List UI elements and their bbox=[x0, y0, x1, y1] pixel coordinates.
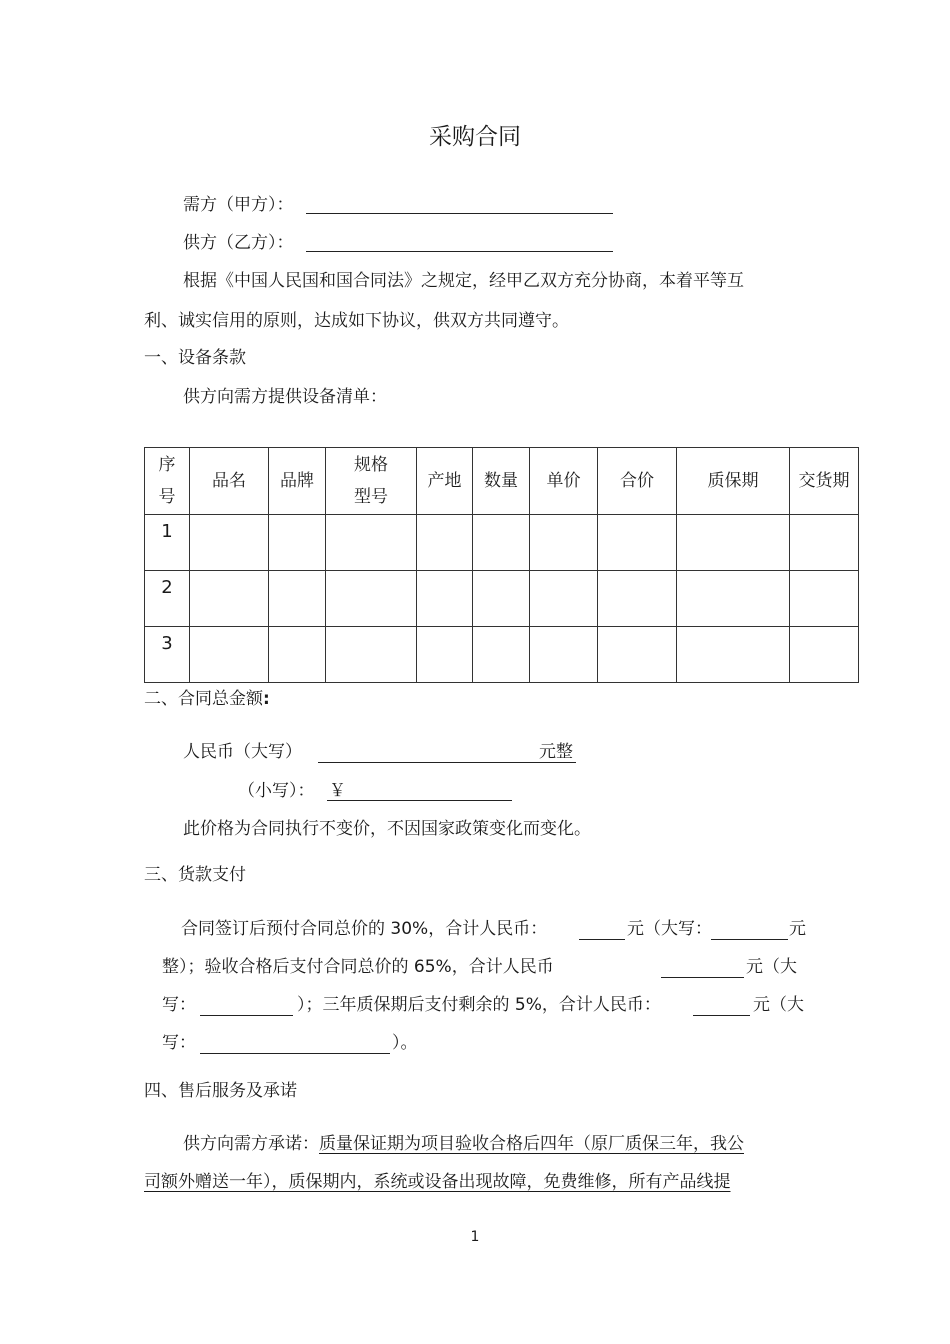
table-cell bbox=[598, 571, 677, 627]
header-index: 序 号 bbox=[145, 448, 190, 515]
payment-line-2a: 整）；验收合格后支付合同总价的 65%，合计人民币 bbox=[162, 957, 554, 977]
table-cell bbox=[473, 627, 530, 683]
payment-line-4b: ）。 bbox=[392, 1033, 418, 1053]
table-cell bbox=[677, 515, 790, 571]
equipment-table bbox=[144, 447, 859, 683]
buyer-blank bbox=[306, 213, 613, 214]
table-cell bbox=[790, 515, 859, 571]
payment-blank-2 bbox=[711, 939, 788, 940]
header-model: 规格 型号 bbox=[326, 448, 417, 515]
section-1-intro: 供方向需方提供设备清单： bbox=[183, 387, 387, 407]
table-cell bbox=[269, 515, 326, 571]
payment-line-3b: ）；三年质保期后支付剩余的 5%，合计人民币： bbox=[297, 995, 661, 1015]
rmb-lower-label: （小写）： bbox=[238, 781, 315, 801]
header-total-price: 合价 bbox=[598, 448, 677, 515]
row-number: 1 bbox=[145, 515, 190, 571]
service-line-1: 供方向需方承诺：质量保证期为项目验收合格后四年（原厂质保三年，我公 bbox=[183, 1134, 744, 1154]
payment-line-1b: 元（大写： bbox=[627, 919, 712, 939]
table-cell bbox=[417, 515, 473, 571]
table-row bbox=[145, 571, 859, 627]
table-cell bbox=[677, 571, 790, 627]
table-cell bbox=[190, 627, 269, 683]
table-cell bbox=[190, 515, 269, 571]
service-line-2: 司额外赠送一年），质保期内，系统或设备出现故障，免费维修，所有产品线提 bbox=[144, 1172, 731, 1192]
buyer-label: 需方（甲方）： bbox=[183, 195, 294, 215]
table-cell bbox=[530, 627, 598, 683]
table-cell bbox=[269, 571, 326, 627]
rmb-upper-suffix: 元整 bbox=[539, 742, 573, 762]
price-note: 此价格为合同执行不变价，不因国家政策变化而变化。 bbox=[183, 819, 591, 839]
table-cell bbox=[326, 627, 417, 683]
payment-blank-5 bbox=[693, 1015, 750, 1016]
payment-line-3c: 元（大 bbox=[753, 995, 804, 1015]
table-cell bbox=[790, 627, 859, 683]
row-number: 3 bbox=[145, 627, 190, 683]
row-number: 2 bbox=[145, 571, 190, 627]
section-2-heading: 二、合同总金额: bbox=[144, 689, 270, 709]
table-row bbox=[145, 515, 859, 571]
currency-symbol: ￥ bbox=[329, 781, 346, 801]
header-unit-price: 单价 bbox=[530, 448, 598, 515]
table-cell bbox=[598, 515, 677, 571]
payment-blank-4 bbox=[200, 1015, 293, 1016]
payment-line-3a: 写： bbox=[162, 995, 196, 1015]
rmb-upper-blank bbox=[318, 762, 576, 763]
preamble-line-2: 利、诚实信用的原则，达成如下协议，供双方共同遵守。 bbox=[144, 311, 569, 331]
payment-blank-6 bbox=[200, 1053, 390, 1054]
table-cell bbox=[530, 571, 598, 627]
table-cell bbox=[417, 627, 473, 683]
table-cell bbox=[473, 515, 530, 571]
table-cell bbox=[790, 571, 859, 627]
header-brand: 品牌 bbox=[269, 448, 326, 515]
rmb-upper-label: 人民币（大写） bbox=[183, 742, 302, 762]
page-title: 采购合同 bbox=[429, 124, 521, 150]
table-cell bbox=[677, 627, 790, 683]
header-warranty: 质保期 bbox=[677, 448, 790, 515]
supplier-blank bbox=[306, 251, 613, 252]
section-4-heading: 四、售后服务及承诺 bbox=[144, 1081, 297, 1101]
table-cell bbox=[530, 515, 598, 571]
preamble-line-1: 根据《中国人民国和国合同法》之规定，经甲乙双方充分协商，本着平等互 bbox=[183, 271, 744, 291]
header-quantity: 数量 bbox=[473, 448, 530, 515]
section-1-heading: 一、设备条款 bbox=[144, 348, 246, 368]
table-cell bbox=[326, 571, 417, 627]
table-cell bbox=[473, 571, 530, 627]
payment-line-2b: 元（大 bbox=[746, 957, 797, 977]
header-origin: 产地 bbox=[417, 448, 473, 515]
table-cell bbox=[598, 627, 677, 683]
table-row bbox=[145, 627, 859, 683]
header-delivery: 交货期 bbox=[790, 448, 859, 515]
table-header-row bbox=[145, 448, 859, 515]
table-cell bbox=[190, 571, 269, 627]
section-3-heading: 三、货款支付 bbox=[144, 865, 246, 885]
rmb-lower-blank bbox=[327, 800, 512, 801]
payment-line-1a: 合同签订后预付合同总价的 30%，合计人民币： bbox=[181, 919, 548, 939]
table-cell bbox=[269, 627, 326, 683]
table-cell bbox=[417, 571, 473, 627]
header-product-name: 品名 bbox=[190, 448, 269, 515]
payment-blank-3 bbox=[661, 977, 744, 978]
payment-blank-1 bbox=[579, 939, 625, 940]
table-cell bbox=[326, 515, 417, 571]
payment-line-1c: 元 bbox=[789, 919, 806, 939]
supplier-label: 供方（乙方）： bbox=[183, 233, 294, 253]
payment-line-4a: 写： bbox=[162, 1033, 196, 1053]
page-number: 1 bbox=[470, 1229, 480, 1245]
